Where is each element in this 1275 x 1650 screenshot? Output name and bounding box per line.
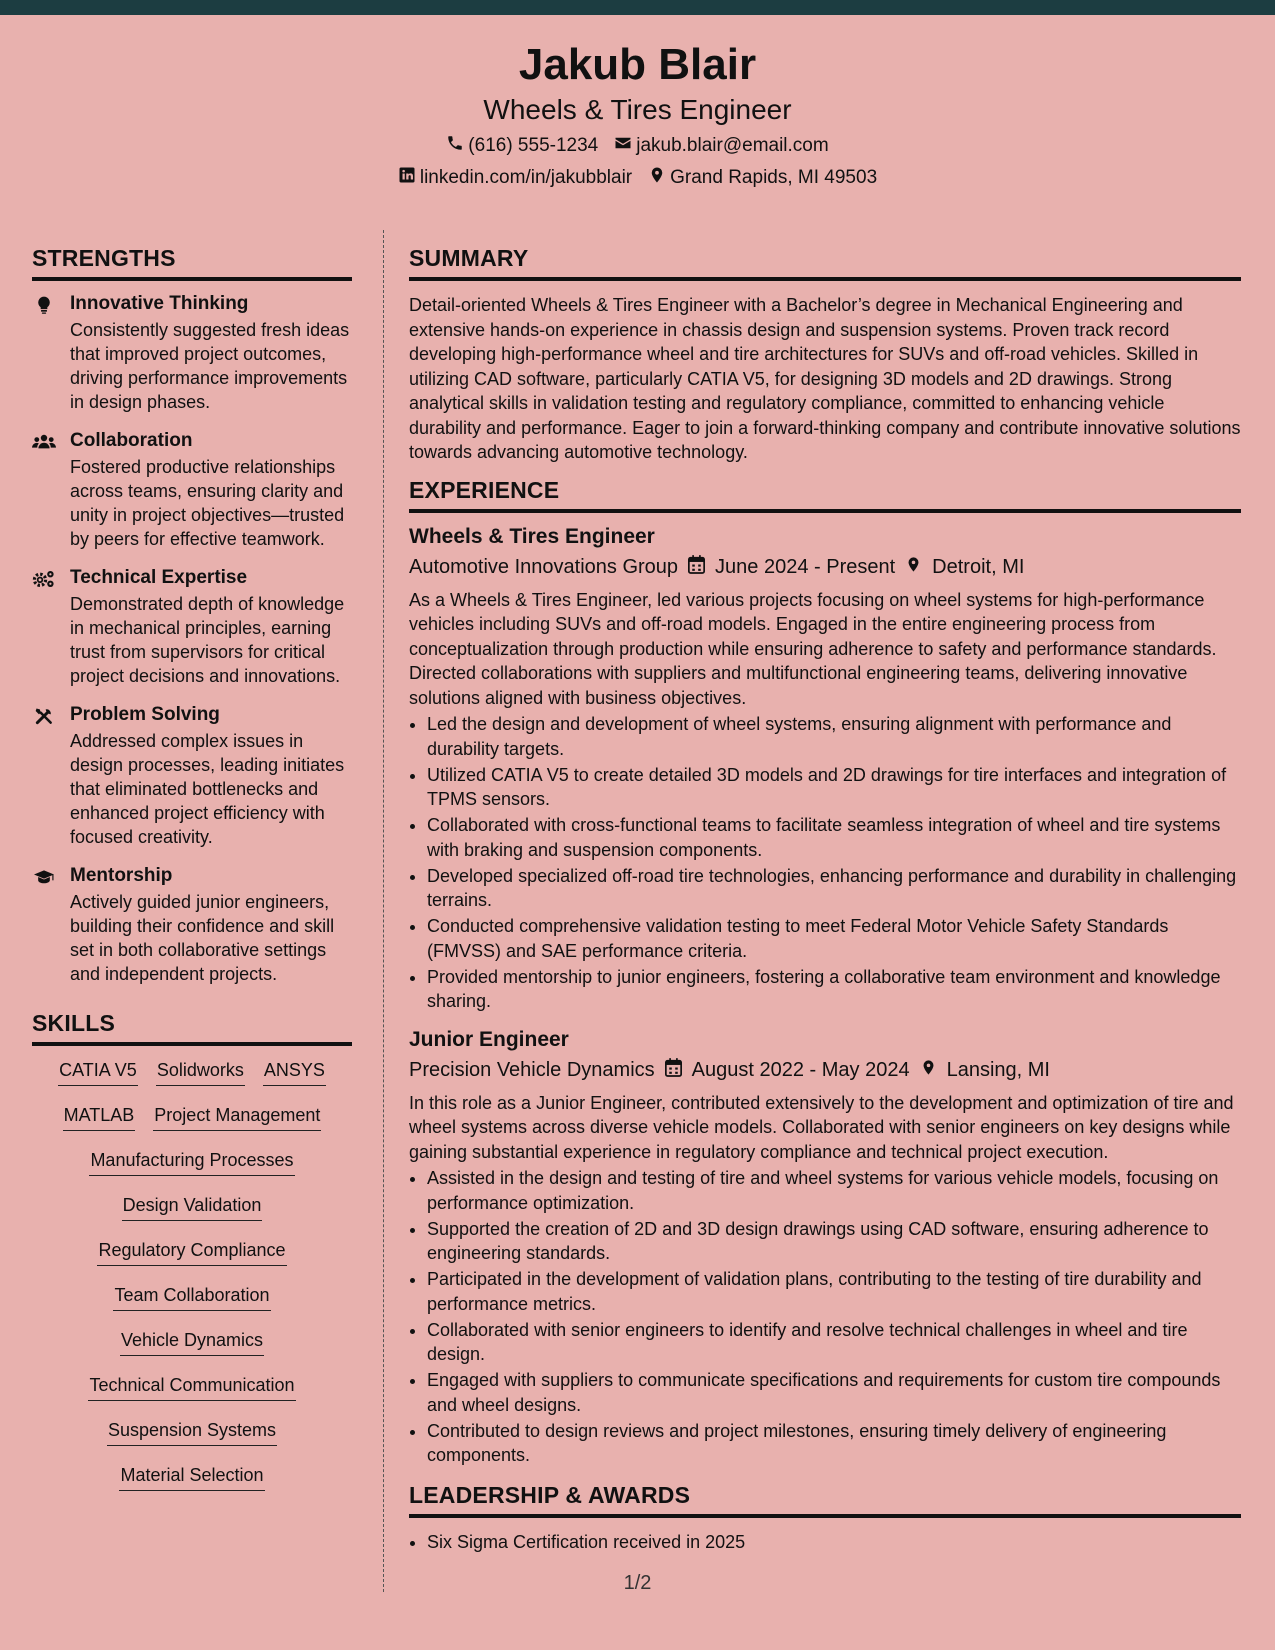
skills-list [32,1058,352,1508]
bullet-item: • Contributed to design reviews and project milestones, ensuring timely delivery of engineering components. [427,1419,1241,1468]
strength-title: Technical Expertise [70,567,248,588]
skill-tag: Regulatory Compliance [97,1238,286,1266]
skill-row [32,1373,352,1418]
skill-tag: Design Validation [122,1193,263,1221]
email-text: jakub.blair@email.com [636,135,829,156]
job-meta [409,1058,1241,1083]
skill-tag: Team Collaboration [113,1283,270,1311]
candidate-name: Jakub Blair [518,40,757,89]
column-divider [383,230,384,1592]
job-dates-text: August 2022 - May 2024 [691,1058,910,1081]
experience-entry [409,525,1241,1014]
contact-line-secondary [0,166,1275,190]
strength-item [32,430,352,551]
skill-row [32,1058,352,1103]
strength-title: Mentorship [70,865,173,886]
skill-row [32,1148,352,1193]
skill-tag: Project Management [153,1103,321,1131]
skill-row [32,1103,352,1148]
linkedin-text: linkedin.com/in/jakubblair [419,167,633,188]
job-location [920,1058,1050,1083]
graduation-cap-icon [32,865,70,986]
bullet-item: • Six Sigma Certification received in 2025 [427,1530,1241,1555]
skill-tag: MATLAB [63,1103,136,1131]
calendar-icon [665,1058,682,1083]
lightbulb-icon [32,293,70,414]
users-icon [32,430,70,551]
map-marker-icon [920,1058,937,1083]
bullet-item: • Conducted comprehensive validation testing to meet Federal Motor Vehicle Safety Standards (FMVSS) and SAE performance criteria. [427,914,1241,963]
job-description: As a Wheels & Tires Engineer, led various projects focusing on wheel systems for high-performance vehicles including SUVs and off-road models. Engaged in the entire engineering process from conceptualization through production while ensuring adherence to safety and performance standards. Directed collaborations with suppliers and multifunctional engineering teams, delivering innovative solutions aligned with business objectives. [409,589,1217,708]
contact-line-primary [0,134,1275,158]
job-dates [688,555,895,580]
skill-tag: CATIA V5 [58,1058,138,1086]
bullet-item: • Collaborated with cross-functional teams to facilitate seamless integration of wheel and tire systems with braking and suspension components. [427,813,1241,862]
bullet-item: • Supported the creation of 2D and 3D design drawings using CAD software, ensuring adherence to engineering standards. [427,1217,1241,1266]
top-accent-bar [0,0,1275,15]
job-location-text: Lansing, MI [946,1058,1050,1081]
map-marker-icon [648,166,666,190]
bullet-item: • Assisted in the design and testing of tire and wheel systems for various vehicle models, focusing on performance optimization. [427,1166,1241,1215]
skill-tag: Manufacturing Processes [89,1148,294,1176]
right-column [409,245,1241,1556]
skill-tag: Material Selection [119,1463,264,1491]
strength-title: Innovative Thinking [70,293,249,314]
strength-item [32,704,352,849]
skill-tag: Technical Communication [88,1373,295,1401]
summary-text: Detail-oriented Wheels & Tires Engineer with a Bachelor’s degree in Mechanical Engineering and extensive hands-on experience in chassis design and suspension systems. Proven track record developing high-performance wheel and tire architectures for SUVs and off-road vehicles. Skilled in utilizing CAD software, particularly CATIA V5, for designing 3D models and 2D drawings. Strong analytical skills in validation testing and regulatory compliance, committed to enhancing vehicle durability and performance. Eager to join a forward-thinking company and contribute innovative solutions towards advancing automotive technology. [409,295,1241,462]
strength-item [32,865,352,986]
job-title: Wheels & Tires Engineer [409,524,655,548]
skill-row [32,1463,352,1508]
skill-tag: ANSYS [263,1058,326,1086]
job-bullets [409,1166,1241,1468]
company-name: Automotive Innovations Group [409,555,679,578]
skill-row [32,1238,352,1283]
email-contact[interactable] [614,134,828,158]
strength-item [32,293,352,414]
leadership-list [409,1530,1241,1555]
job-bullets [409,712,1241,1014]
map-marker-icon [905,555,922,580]
job-dates-text: June 2024 - Present [715,555,896,578]
skill-tag: Suspension Systems [107,1418,277,1446]
bullet-item: • Developed specialized off-road tire technologies, enhancing performance and durability in challenging terrains. [427,864,1241,913]
bullet-item: • Engaged with suppliers to communicate specifications and requirements for custom tire compounds and wheel designs. [427,1368,1241,1417]
strength-item [32,567,352,688]
left-column [32,245,352,1508]
skill-tag: Vehicle Dynamics [120,1328,264,1356]
bullet-item: • Participated in the development of validation plans, contributing to the testing of tire durability and performance metrics. [427,1267,1241,1316]
leadership-heading: LEADERSHIP & AWARDS [409,1482,1241,1518]
bullet-item: • Collaborated with senior engineers to identify and resolve technical challenges in wheel and tire design. [427,1318,1241,1367]
phone-text: (616) 555-1234 [468,135,599,156]
experience-entry [409,1028,1241,1468]
envelope-icon [614,134,632,158]
location-text: Grand Rapids, MI 49503 [670,167,878,188]
phone-icon [446,134,464,158]
candidate-title: Wheels & Tires Engineer [483,94,792,125]
bullet-item: • Utilized CATIA V5 to create detailed 3D models and 2D drawings for tire interfaces and integration of TPMS sensors. [427,763,1241,812]
skill-row [32,1328,352,1373]
experience-heading: EXPERIENCE [409,477,1241,513]
location-contact [648,166,877,190]
skill-tag: Solidworks [156,1058,245,1086]
cogs-icon [32,567,70,688]
tools-icon [32,704,70,849]
job-meta [409,555,1241,580]
linkedin-contact[interactable] [398,166,632,190]
job-location-text: Detroit, MI [932,555,1025,578]
job-dates [665,1058,910,1083]
strength-desc: Addressed complex issues in design processes, leading initiates that eliminated bottlenecks and enhanced project efficiency with focused creativity. [70,731,345,847]
summary-heading: SUMMARY [409,245,1241,281]
bullet-item: • Led the design and development of wheel systems, ensuring alignment with performance and durability targets. [427,712,1241,761]
strength-desc: Fostered productive relationships across teams, ensuring clarity and unity in project objectives—trusted by peers for effective teamwork. [70,457,345,549]
linkedin-icon [398,166,416,190]
calendar-icon [688,555,705,580]
strength-desc: Actively guided junior engineers, building their confidence and skill set in both collaborative settings and independent projects. [70,892,335,984]
job-location [905,555,1024,580]
skill-row [32,1283,352,1328]
skill-row [32,1418,352,1463]
job-title: Junior Engineer [409,1027,569,1051]
strengths-heading: STRENGTHS [32,245,352,281]
strength-desc: Consistently suggested fresh ideas that improved project outcomes, driving performance improvements in design phases. [70,320,350,412]
job-description: In this role as a Junior Engineer, contributed extensively to the development and optimization of tire and wheel systems across diverse vehicle models. Collaborated with senior engineers on key designs while gaining substantial experience in regulatory compliance and technical project execution. [409,1092,1234,1162]
strength-title: Problem Solving [70,704,220,725]
company-name: Precision Vehicle Dynamics [409,1058,655,1081]
bullet-item: • Provided mentorship to junior engineers, fostering a collaborative team environment and knowledge sharing. [427,965,1241,1014]
strength-title: Collaboration [70,430,193,451]
phone-contact[interactable] [446,134,598,158]
strength-desc: Demonstrated depth of knowledge in mechanical principles, earning trust from supervisors for critical project decisions and innovations. [70,594,345,686]
page-number: 1/2 [623,1572,652,1594]
skills-heading: SKILLS [32,1010,352,1046]
skill-row [32,1193,352,1238]
resume-header [0,15,1275,204]
